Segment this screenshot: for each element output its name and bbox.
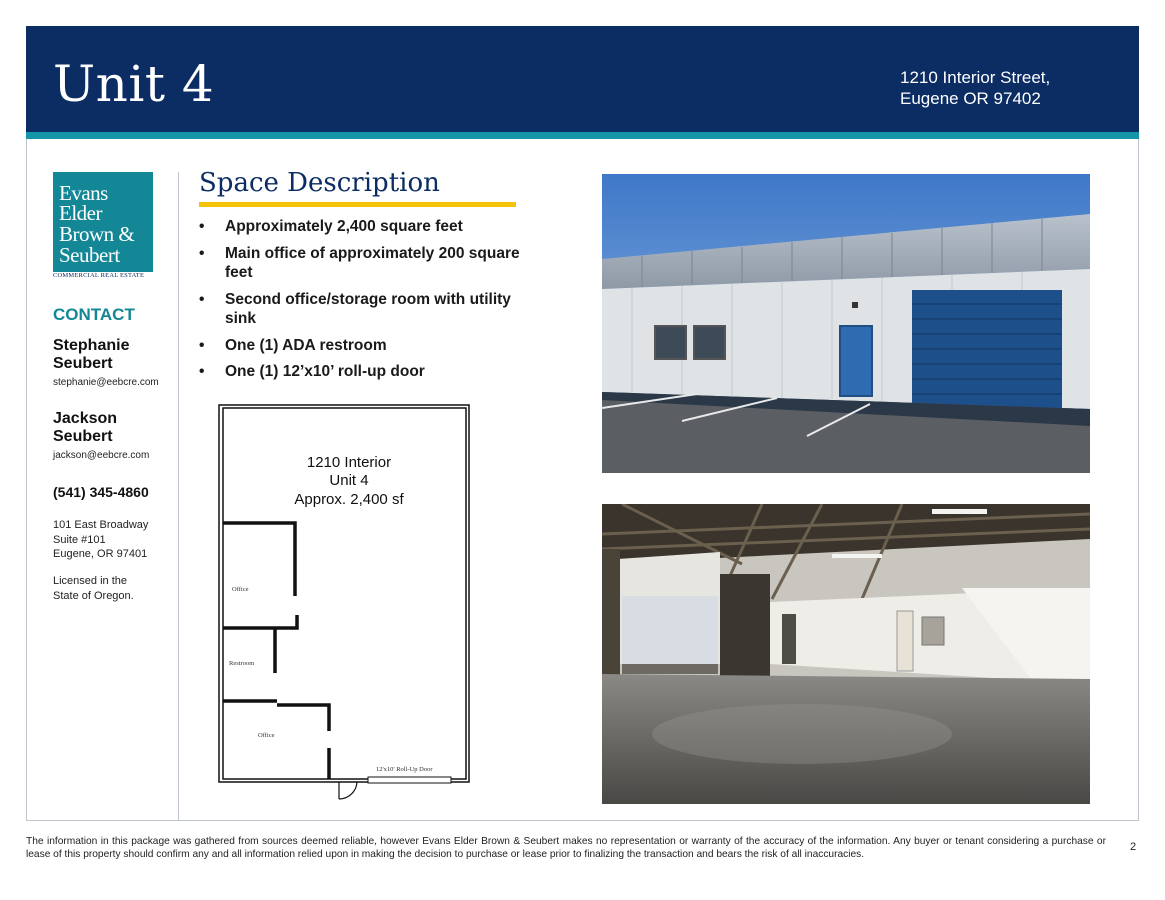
logo-tagline: COMMERCIAL REAL ESTATE: [53, 272, 145, 279]
logo-line-2: Elder: [59, 201, 102, 225]
feature-item: • One (1) ADA restroom: [199, 336, 529, 356]
contact-first-name: Jackson: [53, 410, 118, 427]
page-number: 2: [1130, 841, 1137, 853]
column-divider: [178, 172, 179, 820]
contact-last-name: Seubert: [53, 428, 113, 445]
contact-first-name: Stephanie: [53, 337, 130, 354]
floor-plan-label: 1210 Interior: [306, 454, 392, 471]
license-line: Licensed in the: [53, 575, 127, 587]
disclaimer: The information in this package was gathered from sources deemed reliable, however Evans Elder Brown & Seubert makes no representation or warranty of the accuracy of the information. Any buyer or tenant considering a purchase or lease of this property should confirm any and all information relied upon in making the decision to purchase or lease prior to finalizing the transaction and bears the risk of all inaccuracies.: [26, 836, 1106, 860]
interior-photo: [602, 504, 1090, 804]
office-address: [53, 518, 148, 562]
section-title-underline: [199, 202, 516, 207]
office-address-line: Suite #101: [53, 533, 106, 546]
contact-name-2: [53, 410, 173, 446]
logo-line-3: Brown &: [59, 222, 135, 246]
contact-email-1[interactable]: stephanie@eebcre.com: [53, 377, 159, 388]
page-title: Unit 4: [53, 55, 215, 113]
office-address-line: 101 East Broadway: [53, 519, 149, 531]
floor-plan-label: Unit 4: [329, 472, 369, 489]
address-line-1: 1210 Interior Street,: [900, 68, 1051, 87]
feature-item: • Approximately 2,400 square feet: [199, 217, 529, 237]
logo-line-1: Evans: [59, 181, 108, 205]
license-line: State of Oregon.: [53, 589, 134, 602]
contact-last-name: Seubert: [53, 355, 113, 372]
license-note: [53, 574, 134, 603]
office-address-line: Eugene, OR 97401: [53, 548, 148, 560]
room-label: Office: [232, 586, 249, 593]
floor-plan: [215, 403, 475, 803]
door-label: 12'x10' Roll-Up Door: [376, 766, 433, 773]
room-label: Restroom: [229, 660, 255, 667]
contact-phone[interactable]: (541) 345-4860: [53, 484, 149, 500]
company-logo: [53, 172, 153, 272]
contact-heading: CONTACT: [53, 305, 135, 324]
room-label: Office: [258, 732, 275, 739]
feature-item: • One (1) 12’x10’ roll-up door: [199, 362, 529, 382]
contact-name-1: [53, 337, 173, 373]
floor-plan-label: Approx. 2,400 sf: [294, 491, 404, 508]
contact-email-2[interactable]: jackson@eebcre.com: [53, 450, 150, 461]
feature-item: • Second office/storage room with utility sink: [199, 290, 529, 329]
section-title: Space Description: [199, 168, 440, 198]
feature-item: • Main office of approximately 200 square feet: [199, 244, 529, 283]
header-accent-stripe: [26, 132, 1139, 139]
logo-line-4: Seubert: [59, 243, 120, 267]
property-address: [900, 67, 1050, 109]
exterior-photo: [602, 174, 1090, 473]
feature-list: [199, 217, 529, 389]
address-line-2: Eugene OR 97402: [900, 89, 1041, 108]
